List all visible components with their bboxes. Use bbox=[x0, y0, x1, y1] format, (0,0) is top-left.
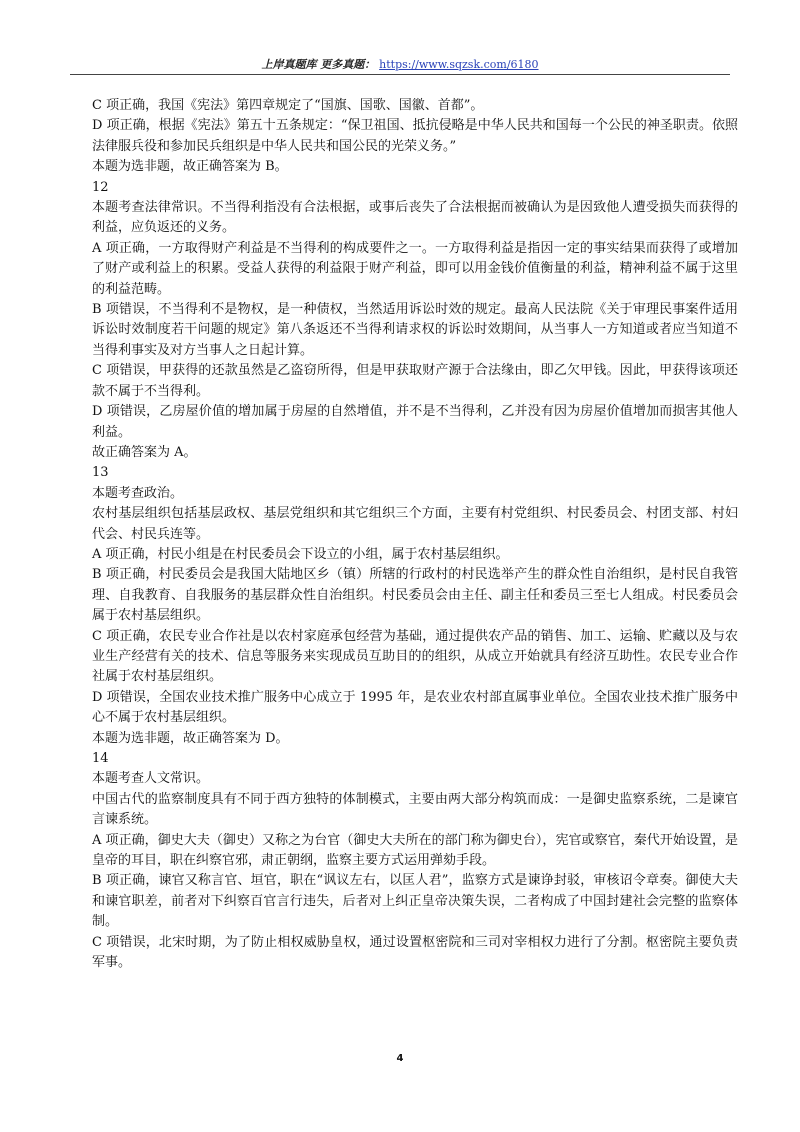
paragraph: A 项正确，村民小组是在村民委员会下设立的小组，属于农村基层组织。 bbox=[92, 546, 509, 562]
paragraph: D 项错误，乙房屋价值的增加属于房屋的自然增值，并不是不当得利，乙并没有因为房屋价值增加而损害其他人利益。 bbox=[92, 404, 738, 440]
question-number: 14 bbox=[92, 751, 109, 766]
question-number: 13 bbox=[92, 465, 109, 481]
paragraph: D 项正确，根据《宪法》第五十五条规定：“保卫祖国、抵抗侵略是中华人民共和国每一个公民的神圣职责。依照法律服兵役和参加民兵组织是中华人民共和国公民的光荣义务。” bbox=[92, 118, 738, 154]
header-link[interactable]: https://www.sqzsk.com/6180 bbox=[379, 58, 539, 71]
paragraph: 本题为选非题，故正确答案为 D。 bbox=[92, 730, 289, 746]
paragraph: 农村基层组织包括基层政权、基层党组织和其它组织三个方面，主要有村党组织、村民委员会、村团支部、村妇代会、村民兵连等。 bbox=[92, 506, 738, 542]
body-text bbox=[82, 96, 738, 973]
paragraph: B 项正确，谏官又称言官、垣官，职在“讽议左右，以匡人君”，监察方式是谏诤封驳，审核诏令章奏。御使大夫和谏官职差，前者对下纠察百官言行违失，后者对上纠正皇帝决策失误，二者构成了中国封建社会完整的监察体制。 bbox=[92, 873, 738, 930]
paragraph: 本题为选非题，故正确答案为 B。 bbox=[92, 159, 288, 175]
page-number: 4 bbox=[396, 1053, 404, 1064]
paragraph: A 项正确，御史大夫（御史）又称之为台官（御史大夫所在的部门称为御史台），宪官或察官，秦代开始设置，是皇帝的耳目，职在纠察官邪，肃正朝纲，监察主要方式运用弹劾手段。 bbox=[92, 832, 738, 869]
paragraph: C 项正确，我国《宪法》第四章规定了“国旗、国歌、国徽、首都”。 bbox=[92, 98, 484, 113]
question-number: 12 bbox=[92, 179, 109, 195]
header-label: 上岸真题库 更多真题： bbox=[261, 58, 376, 71]
paragraph: D 项错误，全国农业技术推广服务中心成立于 1995 年，是农业农村部直属事业单位。全国农业技术推广服务中心不属于农村基层组织。 bbox=[92, 689, 738, 726]
paragraph: B 项正确，村民委员会是我国大陆地区乡（镇）所辖的行政村的村民选举产生的群众性自治组织，是村民自我管理、自我教育、自我服务的基层群众性自治组织。村民委员会由主任、副主任和委员三至七人组成。村民委员会属于农村基层组织。 bbox=[92, 567, 738, 624]
paragraph: 本题考查人文常识。 bbox=[92, 771, 210, 787]
header-divider bbox=[70, 74, 730, 75]
paragraph: 本题考查法律常识。不当得利指没有合法根据，或事后丧失了合法根据而被确认为是因致他人遭受损失而获得的利益，应负返还的义务。 bbox=[92, 200, 738, 236]
paragraph: 故正确答案为 A。 bbox=[92, 444, 197, 460]
paragraph: C 项正确，农民专业合作社是以农村家庭承包经营为基础，通过提供农产品的销售、加工、运输、贮藏以及与农业生产经营有关的技术、信息等服务来实现成员互助目的的组织，从成立开始就具有经济互助性。农民专业合作社属于农村基层组织。 bbox=[92, 628, 738, 685]
paragraph: C 项错误，北宋时期，为了防止相权威胁皇权，通过设置枢密院和三司对宰相权力进行了分割。枢密院主要负责军事。 bbox=[92, 934, 738, 971]
paragraph: B 项错误，不当得利不是物权，是一种债权，当然适用诉讼时效的规定。最高人民法院《关于审理民事案件适用诉讼时效制度若干问题的规定》第八条返还不当得利请求权的诉讼时效期间，从当事人一方知道或者应当知道不当得利事实及对方当事人之日起计算。 bbox=[92, 302, 738, 358]
paragraph: C 项错误，甲获得的还款虽然是乙盗窃所得，但是甲获取财产源于合法缘由，即乙欠甲钱。因此，甲获得该项还款不属于不当得利。 bbox=[92, 363, 738, 399]
paragraph: 本题考查政治。 bbox=[92, 485, 184, 501]
paragraph: 中国古代的监察制度具有不同于西方独特的体制模式，主要由两大部分构筑而成：一是御史监察系统，二是谏官言谏系统。 bbox=[92, 791, 738, 828]
page-header bbox=[0, 56, 800, 72]
paragraph: A 项正确，一方取得财产利益是不当得利的构成要件之一。一方取得利益是指因一定的事实结果而获得了或增加了财产或利益上的积累。受益人获得的利益限于财产利益，即可以用金钱价值衡量的利益，精神利益不属于这里的利益范畴。 bbox=[92, 240, 738, 297]
